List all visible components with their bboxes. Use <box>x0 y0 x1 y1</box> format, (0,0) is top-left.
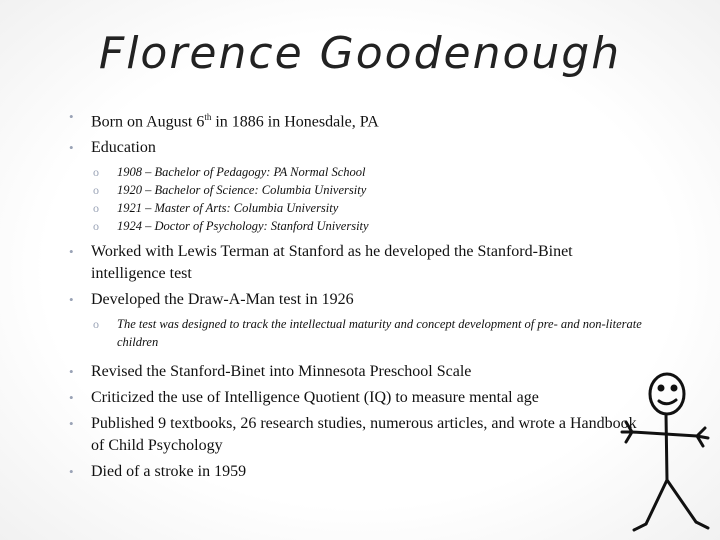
bullet-marker: • <box>69 464 74 480</box>
sub-marker: o <box>93 183 99 198</box>
bullet-marker: • <box>69 390 74 406</box>
bullet-revised <box>60 361 650 383</box>
sub-marker: o <box>93 317 99 332</box>
bullet-marker: • <box>69 416 74 432</box>
bullet-born-sup: th <box>204 112 212 122</box>
bullet-terman-text: Worked with Lewis Terman at Stanford as he developed the Stanford-Binet intelligence test <box>91 243 573 283</box>
education-item-text: 1908 – Bachelor of Pedagogy: PA Normal School <box>117 165 366 180</box>
bullet-list <box>60 106 650 487</box>
education-item-text: 1924 – Doctor of Psychology: Stanford University <box>117 219 369 234</box>
bullet-criticized <box>60 387 650 409</box>
sub-marker: o <box>93 201 99 216</box>
bullet-drawaman-text: Developed the Draw-A-Man test in 1926 <box>91 291 354 309</box>
education-item-text: 1920 – Bachelor of Science: Columbia University <box>117 183 367 198</box>
bullet-marker: • <box>69 140 74 156</box>
bullet-criticized-text: Criticized the use of Intelligence Quotient (IQ) to measure mental age <box>91 389 539 407</box>
stick-figure-drawing-icon <box>612 370 720 540</box>
bullet-education <box>60 137 650 159</box>
education-item <box>60 199 650 217</box>
bullet-died-text: Died of a stroke in 1959 <box>91 463 247 481</box>
slide-title: Florence Goodenough <box>98 28 622 79</box>
education-item <box>60 181 650 199</box>
bullet-born-post: in 1886 in Honesdale, PA <box>211 113 379 131</box>
bullet-marker: • <box>69 292 74 308</box>
education-item <box>60 163 650 181</box>
bullet-born-pre: Born on August 6 <box>91 113 205 131</box>
bullet-published-text: Published 9 textbooks, 26 research studies, numerous articles, and wrote a Handbook of Child Psychology <box>91 415 637 455</box>
education-sublist <box>60 163 650 235</box>
education-item-text: 1921 – Master of Arts: Columbia University <box>117 201 339 216</box>
education-item <box>60 217 650 235</box>
bullet-published <box>60 413 650 457</box>
drawaman-note-text: The test was designed to track the intellectual maturity and concept development of pre- and non-literate children <box>117 317 642 350</box>
bullet-education-text: Education <box>91 139 156 157</box>
bullet-drawaman <box>60 289 650 311</box>
bullet-marker: • <box>69 364 74 380</box>
bullet-born <box>60 106 650 133</box>
bullet-died <box>60 461 650 483</box>
drawaman-note <box>60 315 650 351</box>
bullet-marker: • <box>69 109 74 124</box>
sub-marker: o <box>93 165 99 180</box>
bullet-marker: • <box>69 244 74 260</box>
bullet-revised-text: Revised the Stanford-Binet into Minnesota Preschool Scale <box>91 363 472 381</box>
bullet-terman <box>60 241 650 285</box>
sub-marker: o <box>93 219 99 234</box>
drawaman-sublist <box>60 315 650 351</box>
